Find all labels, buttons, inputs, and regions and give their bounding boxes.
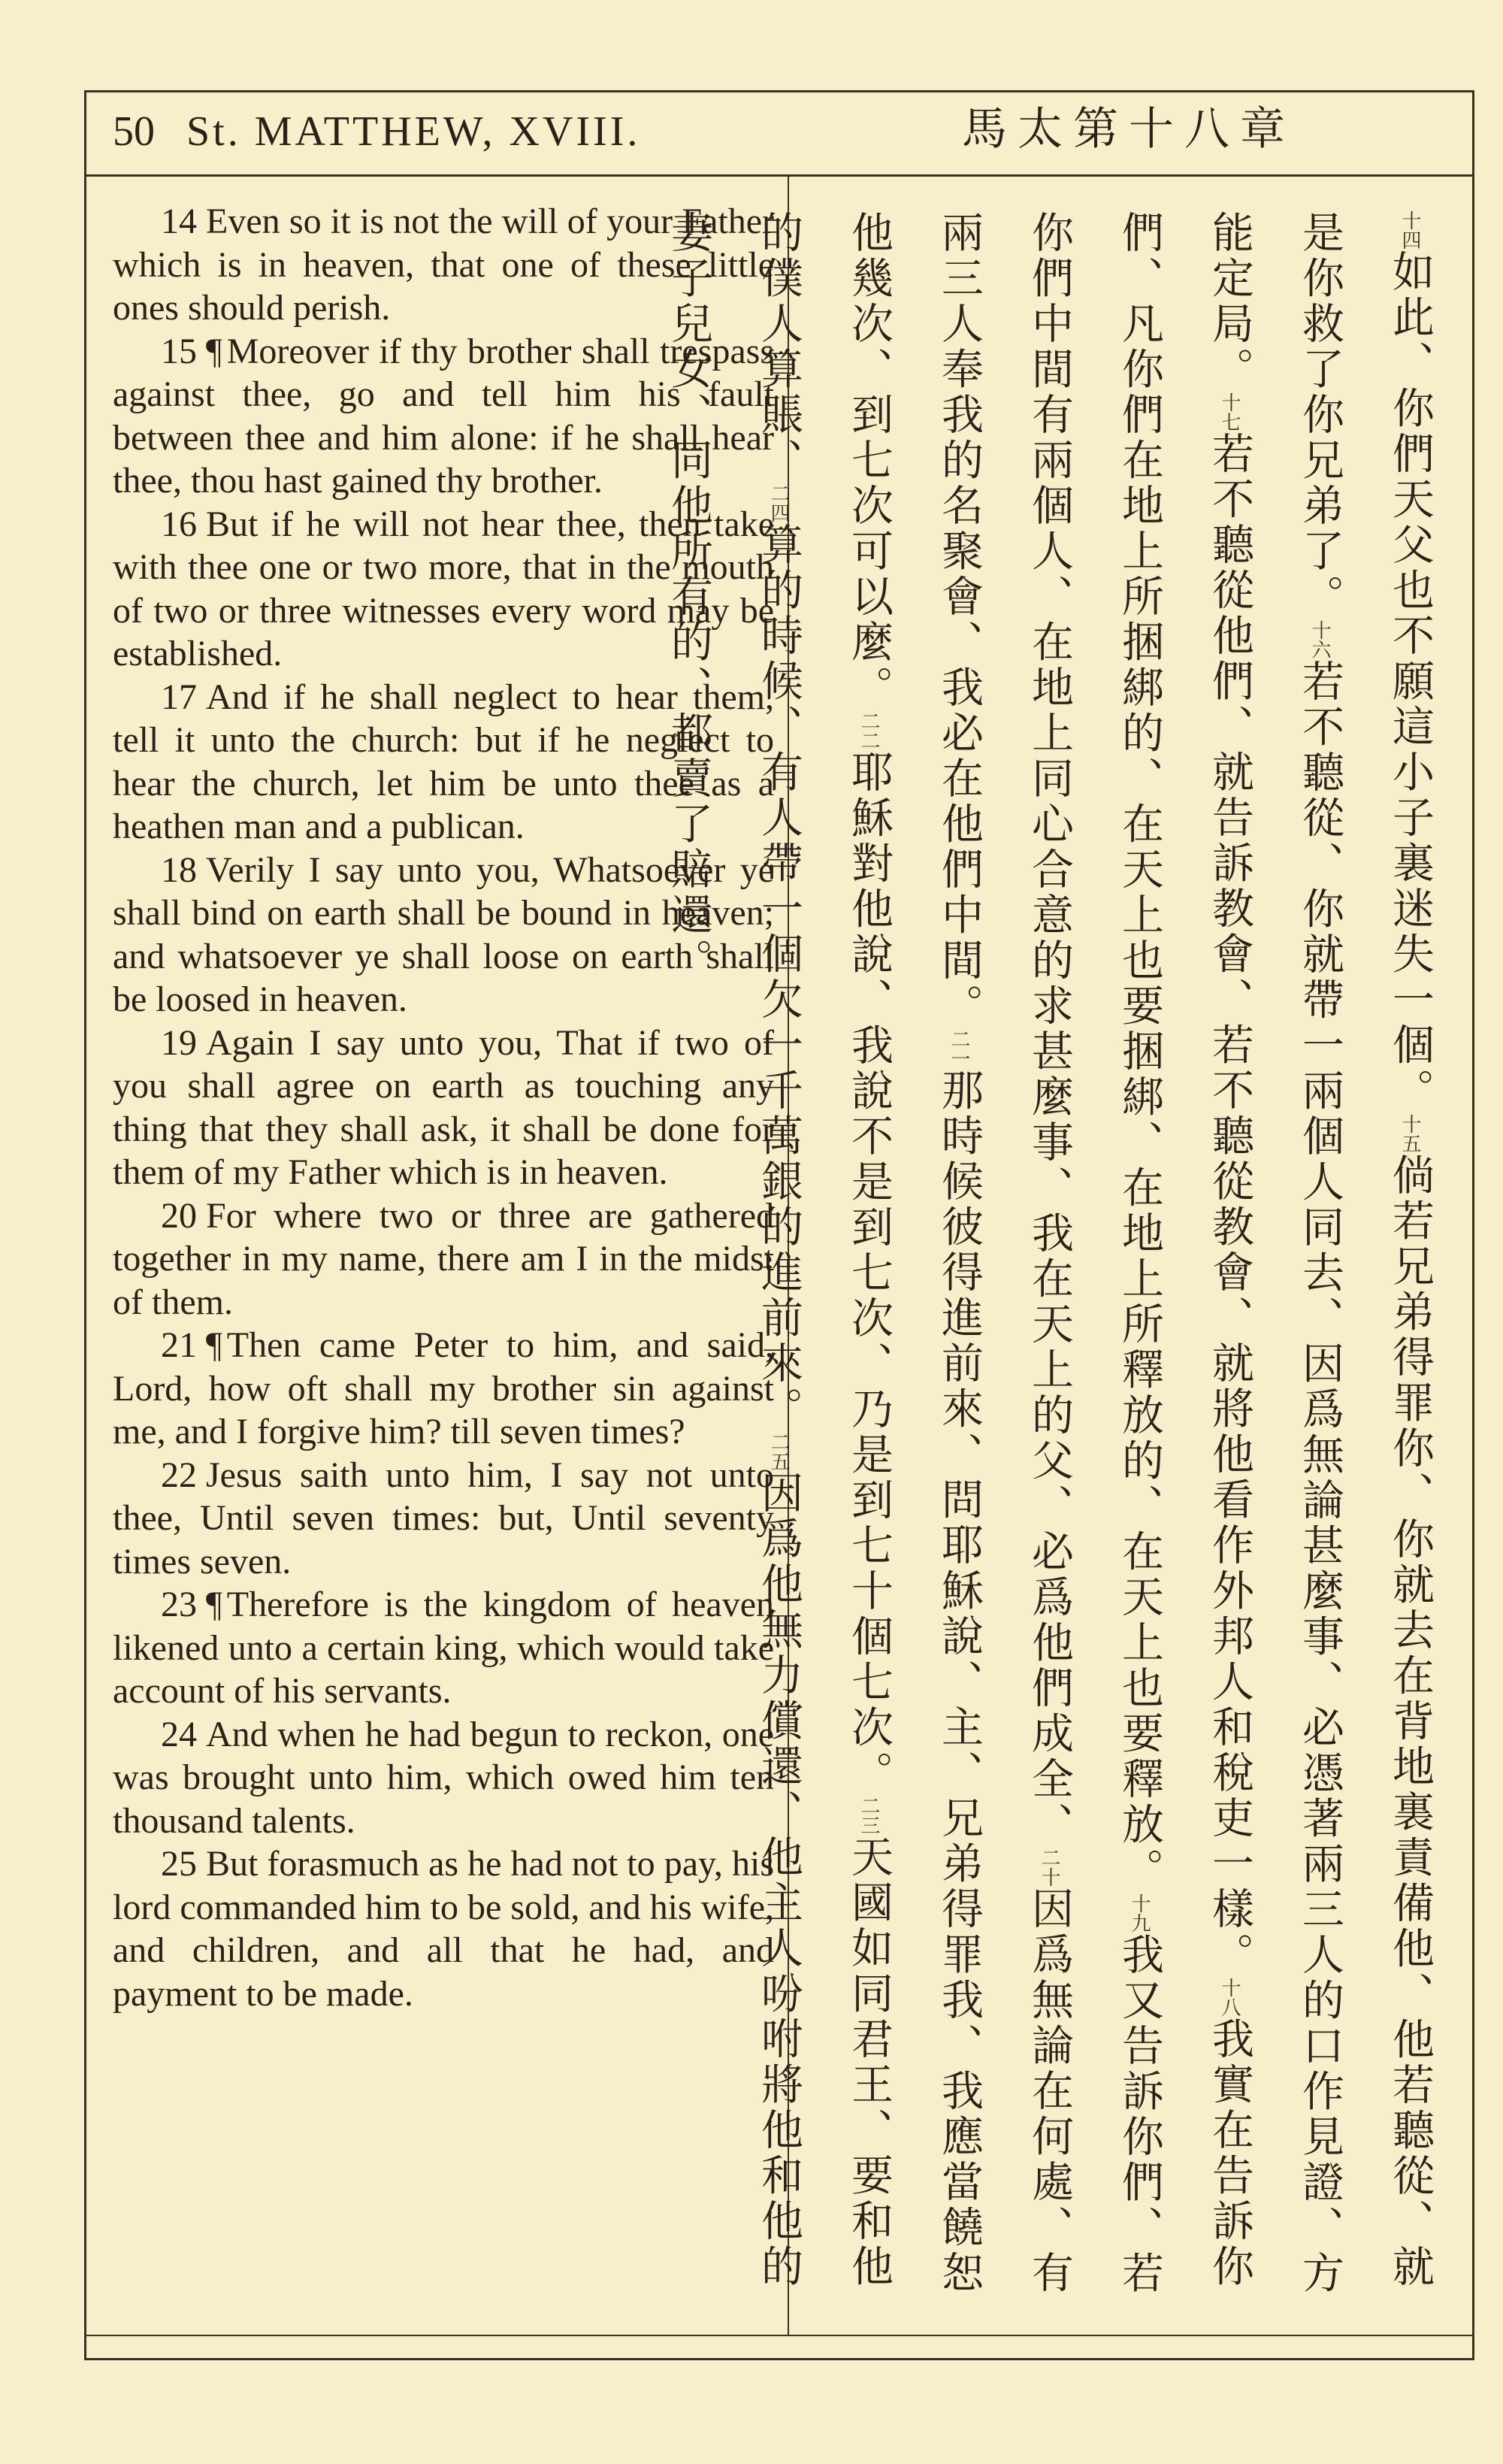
verse-text: Jesus saith unto him, I say not unto thee, Until seven times: but, Until seventy times seven. <box>113 1454 774 1582</box>
chinese-verse-text: 若不聽從他們、就告訴教會、若不聽從教會、就將他看作外邦人和稅吏一樣。 <box>1205 431 1254 1978</box>
verse-number: 20 <box>161 1195 197 1236</box>
chinese-verse-text: 若不聽從、你就帶一兩個人同去、因爲無論甚麼事、必憑著兩三人的口作見證、方能定局。 <box>1205 210 1344 2296</box>
chinese-verse-number: 十四 <box>1399 210 1421 250</box>
chinese-verse-text: 因爲無論在何處、有兩三人奉我的名聚會、我必在他們中間。 <box>935 210 1074 2296</box>
english-verse <box>113 1022 774 1194</box>
chinese-verse-number: 二一 <box>948 1029 970 1068</box>
verse-number: 19 <box>161 1022 197 1063</box>
chinese-verse-text: 耶穌對他說、我說不是到七次、乃是到七十個七次。 <box>845 749 894 1796</box>
english-verse <box>113 1454 774 1584</box>
verse-text: For where two or three are gathered together in my name, there am I in the midst of them. <box>113 1195 774 1322</box>
english-verse <box>113 1324 774 1454</box>
verse-number: 18 <box>161 849 197 890</box>
chinese-verse <box>1386 210 1435 1114</box>
chinese-verse <box>755 483 803 1432</box>
verse-number: 15 <box>161 331 197 371</box>
header-divider <box>84 174 1474 177</box>
chinese-verse-number: 二五 <box>767 1432 790 1471</box>
chinese-verse-text: 天國如同君王、要和他的僕人算賬、 <box>755 210 894 2290</box>
verse-text: Verily I say unto you, Whatsoever ye shall bind on earth shall be bound in heaven; and whatsoever ye shall loose on earth shall be loosed in heaven. <box>113 849 774 1019</box>
verse-number: 16 <box>161 504 197 544</box>
chinese-verse-text: 如此、你們天父也不願這小子裏迷失一個。 <box>1386 250 1435 1114</box>
verse-number: 23 <box>161 1585 197 1624</box>
english-verse <box>113 1194 774 1324</box>
page-number: 50 <box>113 108 155 155</box>
verse-text: Then came Peter to him, and said, Lord, how oft shall my brother sin against me, and I forgive him? till seven times? <box>113 1325 774 1451</box>
chinese-verse-text: 我實在告訴你們、凡你們在地上所捆綁的、在天上也要捆綁、在地上所釋放的、在天上也要釋放。 <box>1115 210 1254 2290</box>
chinese-verse-number: 十六 <box>1308 619 1331 659</box>
chinese-verse-number: 十八 <box>1218 1978 1241 2017</box>
verse-text: Moreover if thy brother shall trespass against thee, go and tell him his fault between thee and him alone: if he shall hear thee, thou hast gained thy brother. <box>113 331 774 501</box>
chinese-verse <box>1205 392 1254 1978</box>
pilcrow-mark: ¶ <box>206 1325 222 1365</box>
footer-divider <box>84 2335 1474 2336</box>
chinese-column <box>664 210 1455 2323</box>
chinese-verse-text: 倘若兄弟得罪你、你就去在背地裏責備他、他若聽從、就是你救了你兄弟了。 <box>1296 210 1435 2290</box>
chinese-verse-text: 算的時候、有人帶一個欠一千萬銀的進前來。 <box>755 522 803 1432</box>
chinese-verse-number: 二四 <box>767 483 790 522</box>
chinese-verse-number: 十七 <box>1218 392 1241 431</box>
chinese-verse-text: 那時候彼得進前來、問耶穌說、主、兄弟得罪我、我應當饒恕他幾次、到七次可以麼。 <box>845 210 984 2296</box>
verse-text: Therefore is the kingdom of heaven likened unto a certain king, which would take account of his servants. <box>113 1585 774 1711</box>
running-title: St. MATTHEW, XVIII. <box>186 108 641 155</box>
verse-number: 17 <box>161 677 197 717</box>
verse-text: But forasmuch as he had not to pay, his lord commanded him to be sold, and his wife, and children, and all that he had, and payment to be made. <box>113 1844 774 2014</box>
verse-text: Again I say unto you, That if two of you shall agree on earth as touching any thing that they shall ask, it shall be done for them of my Father which is in heaven. <box>113 1022 774 1192</box>
verse-text: Even so it is not the will of your Father which is in heaven, that one of these little ones should perish. <box>113 201 774 328</box>
chinese-verse <box>845 711 894 1797</box>
verse-text: And when he had begun to reckon, one was brought unto him, which owed him ten thousand talents. <box>113 1714 774 1841</box>
verse-number: 25 <box>161 1844 197 1884</box>
verse-number: 24 <box>161 1714 197 1754</box>
chinese-verse-number: 二二 <box>857 710 880 750</box>
chinese-verse-number: 十五 <box>1399 1113 1421 1153</box>
verse-number: 22 <box>161 1454 197 1495</box>
chinese-verse-number: 十九 <box>1128 1893 1151 1933</box>
chinese-verse-text: 我又告訴你們、若你們中間有兩個人、在地上同心合意的求甚麼事、我在天上的父、必爲他們成全、 <box>1025 210 1164 2296</box>
english-verse <box>113 1842 774 2015</box>
chinese-verse-number: 二十 <box>1038 1848 1060 1887</box>
verse-text: But if he will not hear thee, then take with thee one or two more, that in the mouth of two or three witnesses every word may be established. <box>113 504 774 674</box>
verse-number: 21 <box>161 1325 197 1365</box>
verse-number: 14 <box>161 201 197 241</box>
chinese-verse-number: 二三 <box>857 1796 880 1835</box>
chinese-chapter-heading: 馬太第十八章 <box>962 103 1296 156</box>
chinese-verse-text: 因爲他無力償還、他主人吩咐將他和他的妻子兒女、同他所有的、都賣了賠還。 <box>664 210 803 2290</box>
pilcrow-mark: ¶ <box>206 1585 222 1624</box>
verse-text: And if he shall neglect to hear them, tell it unto the church: but if he neglect to hear the church, let him be unto thee as a heathen man and a publican. <box>113 677 774 846</box>
english-verse <box>113 1713 774 1843</box>
english-verse <box>113 1583 774 1713</box>
pilcrow-mark: ¶ <box>206 331 222 371</box>
